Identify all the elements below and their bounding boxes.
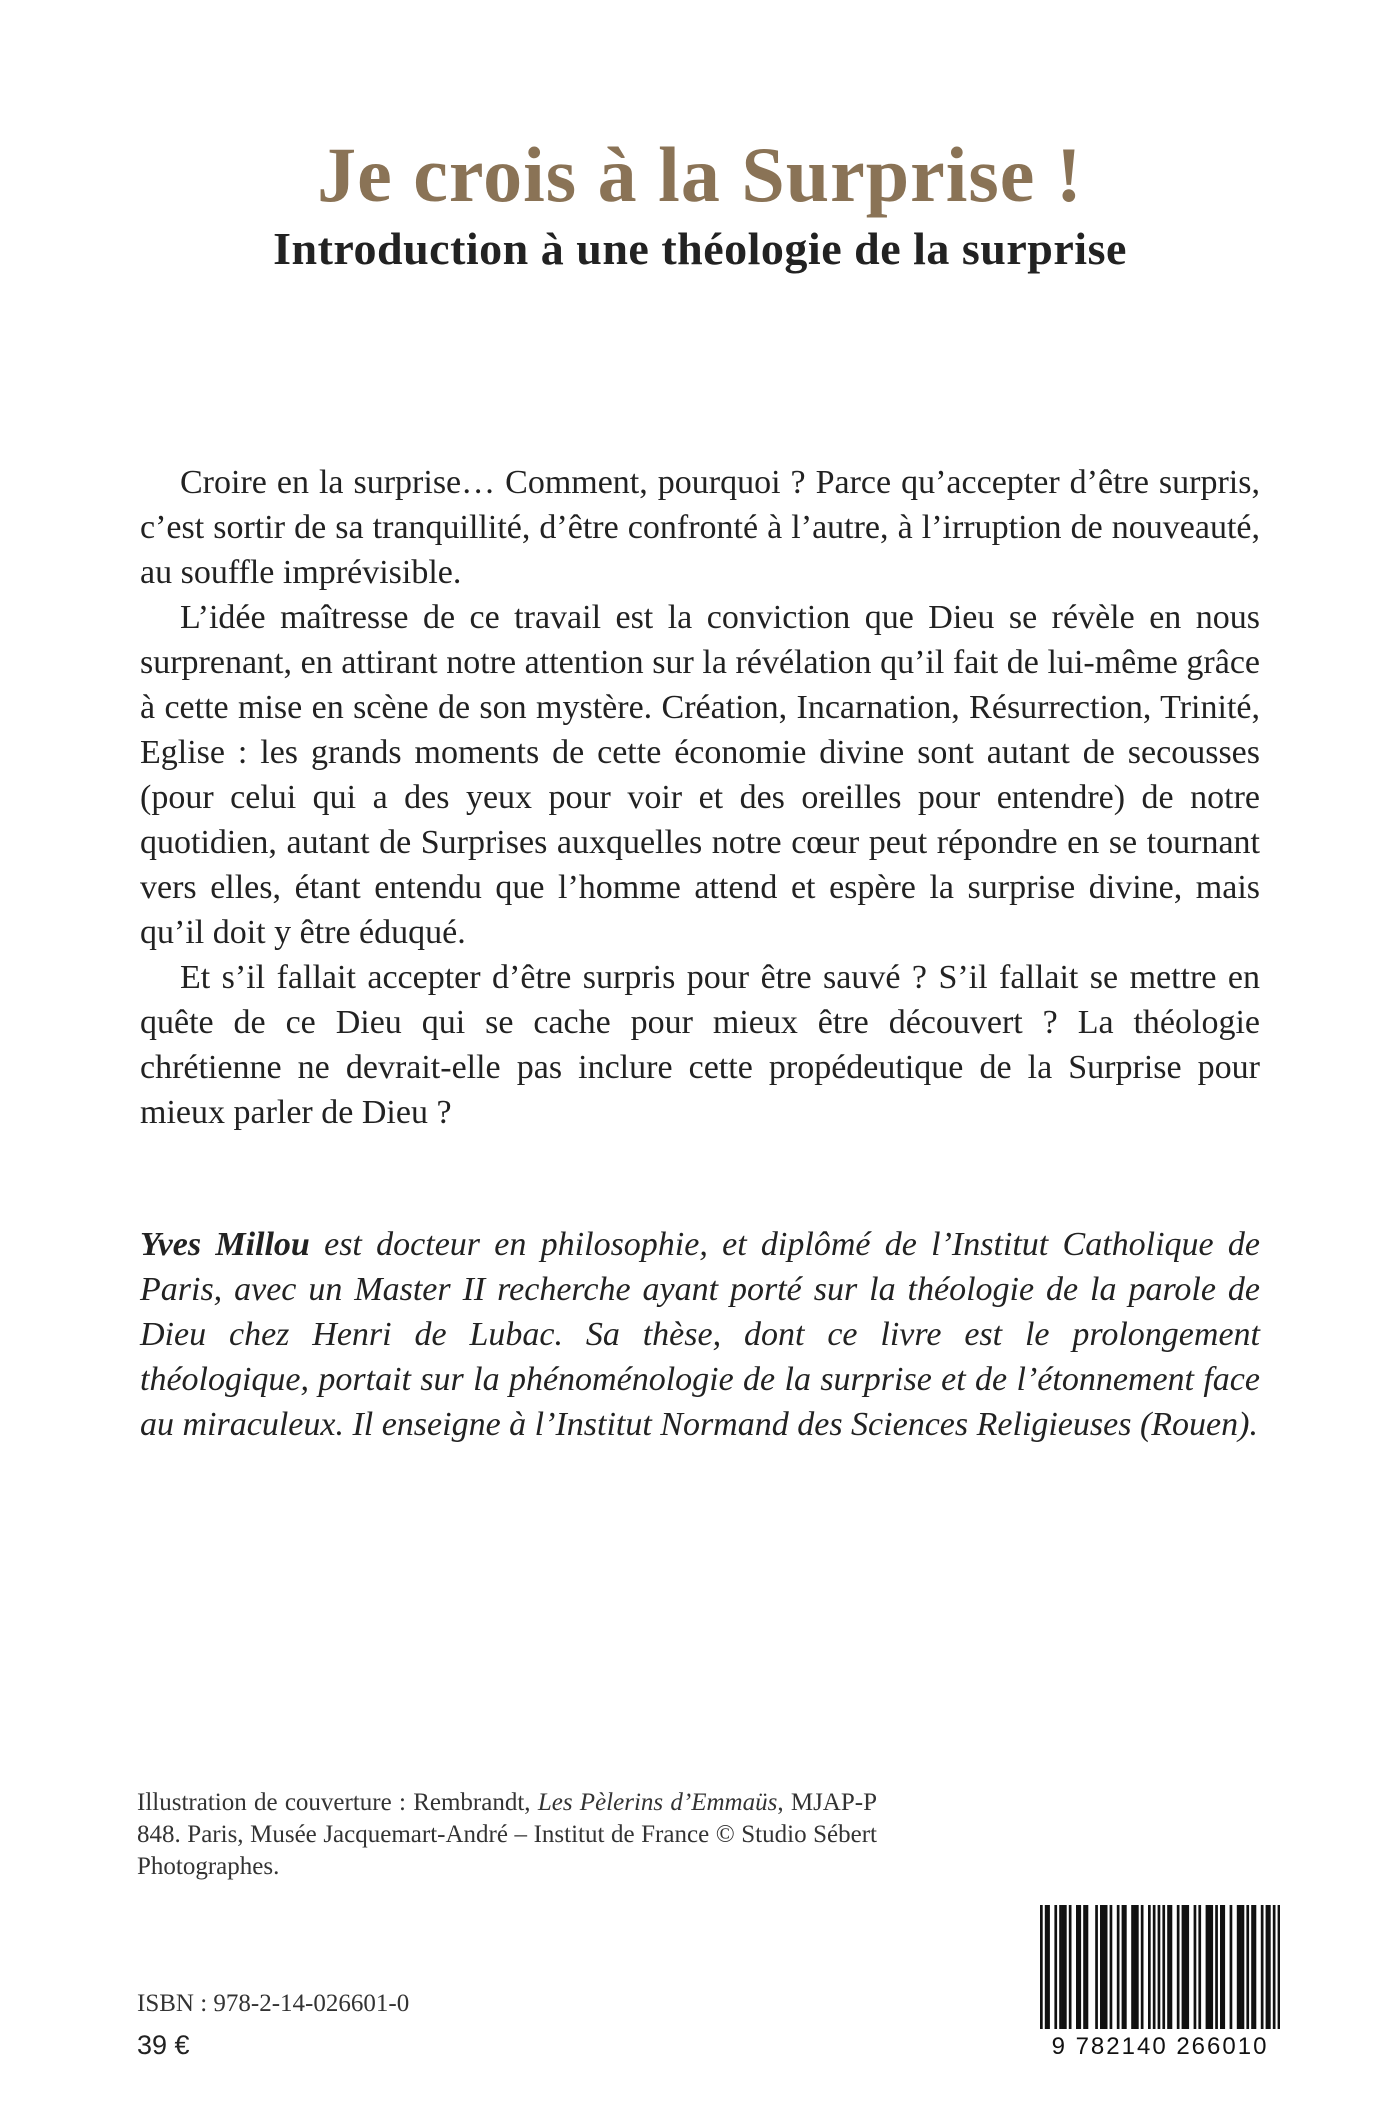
barcode-bar [1208,1905,1211,2029]
barcode-bar [1095,1905,1098,2029]
barcode-bar [1278,1905,1280,2029]
barcode-bar [1124,1905,1127,2029]
barcode-bar [1268,1905,1271,2029]
illustration-credit [137,1787,877,1883]
barcode-digits: 9 782140 266010 [1051,2033,1269,2060]
barcode-bar [1273,1905,1276,2029]
barcode-bar [1054,1905,1057,2029]
barcode-bar [1246,1905,1249,2029]
barcode-bar [1047,1905,1050,2029]
barcode-bar [1078,1905,1081,2029]
credit-work-title: Les Pèlerins d’Emmaüs [537,1789,778,1816]
author-name: Yves Millou [140,1226,310,1263]
barcode-bar [1136,1905,1139,2029]
barcode-bar [1184,1905,1187,2029]
barcode-bar [1131,1905,1134,2029]
barcode-bar [1251,1905,1254,2029]
barcode-bar [1040,1905,1043,2029]
barcode-bar [1045,1905,1048,2029]
barcode-bar [1134,1905,1137,2029]
barcode-bar [1237,1905,1240,2029]
barcode-bar [1167,1905,1170,2029]
barcode-bar [1069,1905,1072,2029]
blurb-paragraph: Croire en la surprise… Comment, pourquoi ? Parce qu’accepter d’être surpris, c’est sortir de sa tranquillité, d’être confronté à l’autre, à l’irruption de nouveauté, au souffle imprévisible. [140,464,1260,591]
barcode-bar [1062,1905,1065,2029]
barcode-bar [1182,1905,1185,2029]
book-title: Je crois à la Surprise ! [317,131,1083,218]
blurb-paragraph: Et s’il fallait accepter d’être surpris pour être sauvé ? S’il fallait se mettre en quête de ce Dieu qui se cache pour mieux être découvert ? La théologie chrétienne ne devrait-elle pas inclure cette propédeutique de la Surprise pour mieux parler de Dieu ? [140,959,1260,1131]
barcode-bar [1220,1905,1223,2029]
barcode-bar [1105,1905,1108,2029]
barcode-bar [1162,1905,1165,2029]
barcode-bar [1206,1905,1209,2029]
barcode-bar [1122,1905,1125,2029]
barcode-bar [1158,1905,1161,2029]
barcode-bar [1102,1905,1105,2029]
barcode-bar [1186,1905,1189,2029]
author-bio [140,1222,1260,1447]
barcode-bar [1170,1905,1173,2029]
barcode-bar [1086,1905,1089,2029]
barcode-bar [1242,1905,1245,2029]
barcode-bar [1148,1905,1151,2029]
isbn: ISBN : 978-2-14-026601-0 [137,1990,410,2017]
barcode-bar [1210,1905,1213,2029]
barcode-bar [1230,1905,1233,2029]
blurb [140,460,1260,1135]
barcode-bar [1239,1905,1242,2029]
barcode [1040,1905,1280,2065]
barcode-bar [1254,1905,1257,2029]
barcode-bar [1177,1905,1180,2029]
barcode-bar [1100,1905,1103,2029]
author-bio-text: est docteur en philosophie, et diplômé de l’Institut Catholique de Paris, avec un Master II recherche ayant porté sur la théologie de la parole de Dieu chez Henri de Lubac. Sa thèse, dont ce livre est le prolongement théologique, portait sur la phénoménologie de la surprise et de l’étonnement face au miraculeux. Il enseigne à l’Institut Normand des Sciences Religieuses (Rouen). [140,1226,1260,1443]
credit-suffix: , MJAP-P 848. Paris, Musée Jacquemart-André – Institut de France © Studio Sébert Photographes. [137,1789,877,1880]
barcode-bars [1040,1905,1280,2033]
barcode-bar [1076,1905,1079,2029]
barcode-bar [1059,1905,1062,2029]
barcode-bar [1215,1905,1218,2029]
barcode-bar [1083,1905,1086,2029]
barcode-bar [1194,1905,1197,2029]
barcode-bar [1222,1905,1225,2029]
book-subtitle: Introduction à une théologie de la surprise [273,223,1127,274]
barcode-bar [1266,1905,1269,2029]
price: 39 € [137,2030,190,2060]
barcode-bar [1153,1905,1156,2029]
blurb-paragraph: L’idée maîtresse de ce travail est la conviction que Dieu se révèle en nous surprenant, en attirant notre attention sur la révélation qu’il fait de lui-même grâce à cette mise en scène de son mystère. Création, Incarnation, Résurrection, Trinité, Eglise : les grands moments de cette économie divine sont autant de secousses (pour celui qui a des yeux pour voir et des oreilles pour entendre) de notre quotidien, autant de Surprises auxquelles notre cœur peut répondre en se tournant vers elles, étant entendu que l’homme attend et espère la surprise divine, mais qu’il doit y être éduqué. [140,599,1260,951]
barcode-bar [1117,1905,1120,2029]
credit-prefix: Illustration de couverture : Rembrandt, [137,1789,538,1816]
barcode-bar [1064,1905,1067,2029]
barcode-bar [1198,1905,1201,2029]
barcode-bar [1141,1905,1144,2029]
barcode-bar [1110,1905,1113,2029]
barcode-bar [1261,1905,1264,2029]
